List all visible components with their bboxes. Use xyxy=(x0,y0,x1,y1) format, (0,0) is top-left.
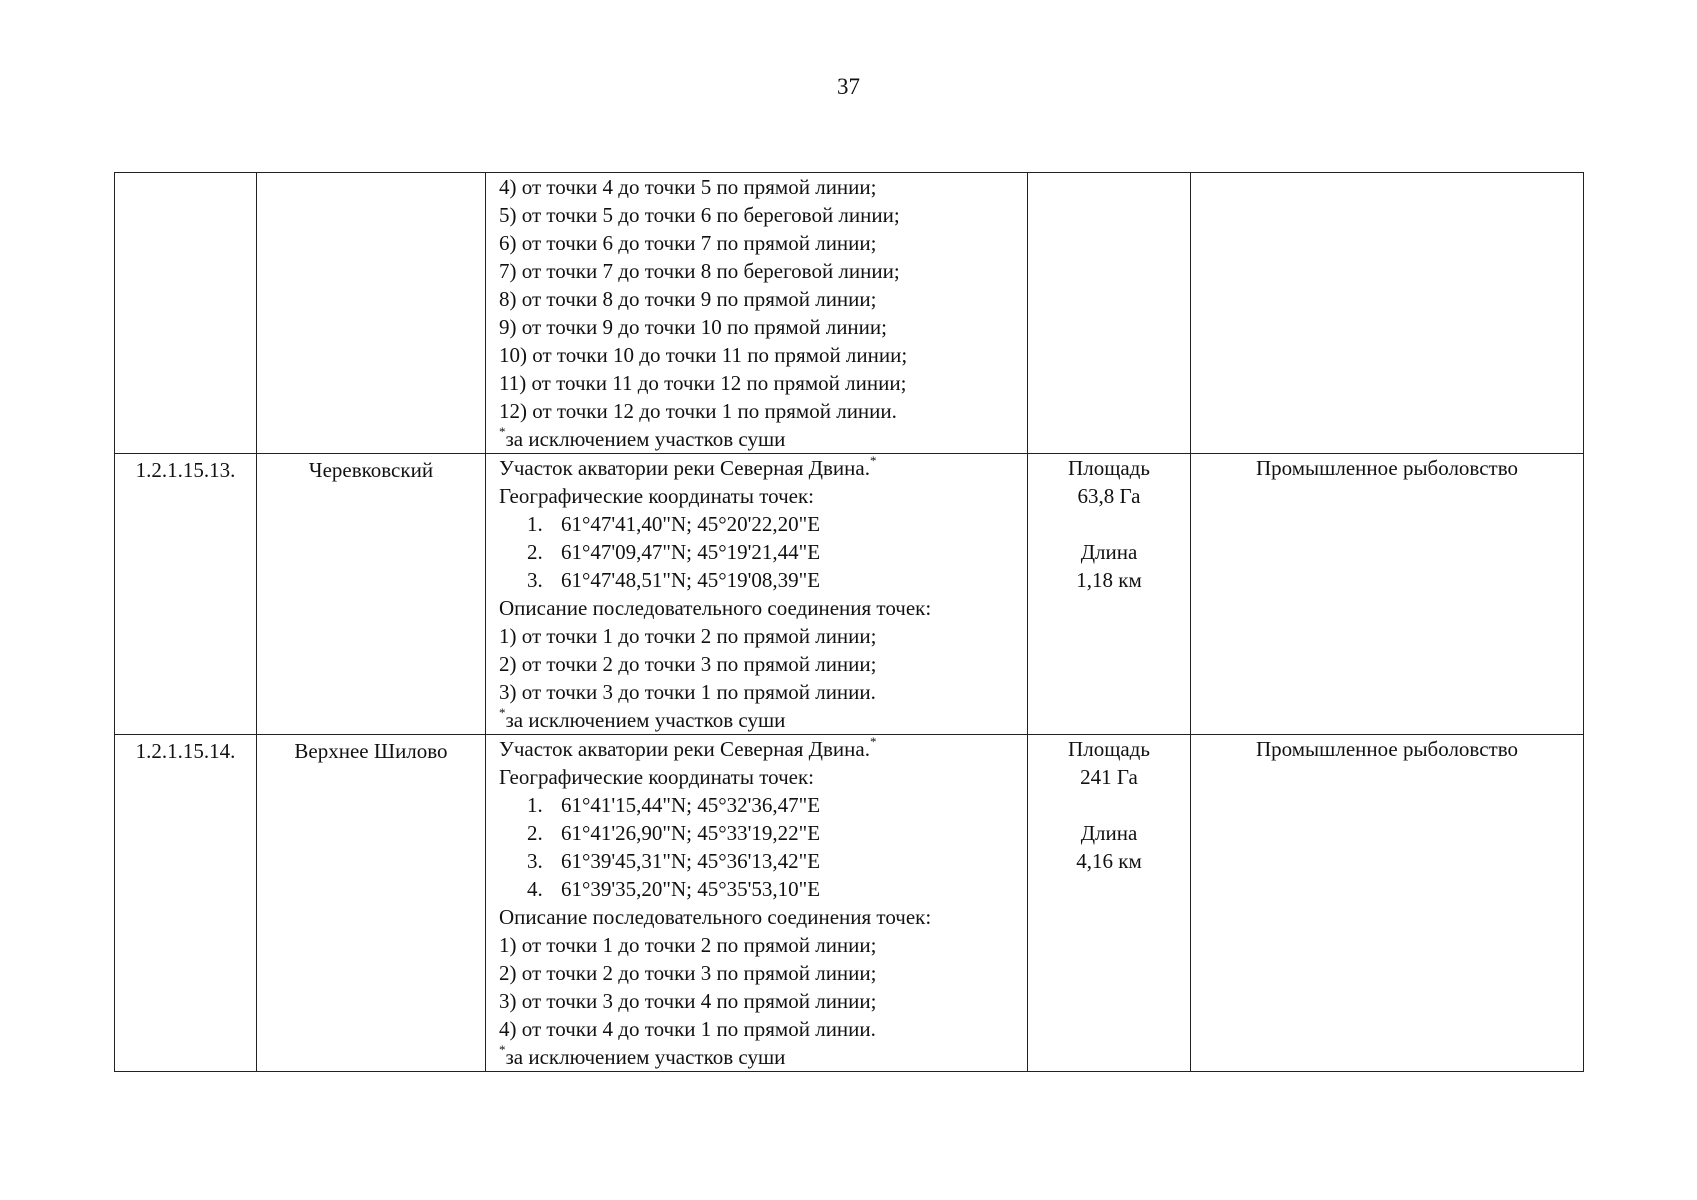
coords-heading: Географические координаты точек: xyxy=(499,484,814,508)
footnote-text: за исключением участков суши xyxy=(505,1045,786,1069)
code-cell: 1.2.1.15.13. xyxy=(115,454,257,735)
footnote-text: за исключением участков суши xyxy=(505,427,786,451)
measurements-cell xyxy=(1028,173,1191,454)
point-number: 3. xyxy=(527,568,543,592)
intro-text: Участок акватории реки Северная Двина. xyxy=(499,456,870,480)
area-value: 63,8 Га xyxy=(1077,484,1141,508)
connection-line: 4) от точки 4 до точки 5 по прямой линии; xyxy=(499,175,877,199)
footnote-line xyxy=(499,706,1019,734)
code-cell xyxy=(115,173,257,454)
usage-cell xyxy=(1191,173,1584,454)
length-value: 1,18 км xyxy=(1076,568,1142,592)
table-row-continued xyxy=(115,173,1584,454)
intro-line xyxy=(499,454,1019,482)
connection-line: 8) от точки 8 до точки 9 по прямой линии; xyxy=(499,287,877,311)
coordinate-point xyxy=(499,510,1019,538)
connection-line: 1) от точки 1 до точки 2 по прямой линии; xyxy=(499,933,877,957)
connection-line: 10) от точки 10 до точки 11 по прямой линии; xyxy=(499,343,908,367)
intro-text: Участок акватории реки Северная Двина. xyxy=(499,737,870,761)
coordinate-point xyxy=(499,791,1019,819)
area-label: Площадь xyxy=(1068,737,1150,761)
connection-line: 1) от точки 1 до точки 2 по прямой линии; xyxy=(499,624,877,648)
area-label: Площадь xyxy=(1068,456,1150,480)
coordinate-point xyxy=(499,819,1019,847)
coordinate-point xyxy=(499,875,1019,903)
point-coord: 61°39'35,20"N; 45°35'53,10"E xyxy=(561,877,821,901)
connection-line: 3) от точки 3 до точки 4 по прямой линии; xyxy=(499,989,877,1013)
name-cell: Верхнее Шилово xyxy=(257,735,486,1072)
coordinate-point xyxy=(499,538,1019,566)
footnote-mark: * xyxy=(499,705,506,720)
footnote-mark: * xyxy=(499,1042,506,1057)
coordinate-point xyxy=(499,566,1019,594)
connection-line: 11) от точки 11 до точки 12 по прямой линии; xyxy=(499,371,907,395)
point-number: 1. xyxy=(527,512,543,536)
footnote-text: за исключением участков суши xyxy=(505,708,786,732)
connection-line: 6) от точки 6 до точки 7 по прямой линии; xyxy=(499,231,877,255)
point-coord: 61°41'15,44"N; 45°32'36,47"E xyxy=(561,793,821,817)
point-coord: 61°47'48,51"N; 45°19'08,39"E xyxy=(561,568,821,592)
name-cell xyxy=(257,173,486,454)
point-number: 3. xyxy=(527,849,543,873)
point-coord: 61°47'41,40"N; 45°20'22,20"E xyxy=(561,512,821,536)
page-number: 37 xyxy=(837,74,860,99)
point-number: 2. xyxy=(527,821,543,845)
connection-line: 12) от точки 12 до точки 1 по прямой линии. xyxy=(499,399,897,423)
connection-line: 2) от точки 2 до точки 3 по прямой линии; xyxy=(499,652,877,676)
connection-line: 2) от точки 2 до точки 3 по прямой линии; xyxy=(499,961,877,985)
description-cell xyxy=(486,454,1028,735)
coords-heading: Географические координаты точек: xyxy=(499,765,814,789)
point-coord: 61°47'09,47"N; 45°19'21,44"E xyxy=(561,540,821,564)
footnote-mark: * xyxy=(869,734,877,749)
point-coord: 61°41'26,90"N; 45°33'19,22"E xyxy=(561,821,821,845)
area-value: 241 Га xyxy=(1080,765,1138,789)
point-number: 1. xyxy=(527,793,543,817)
usage-cell: Промышленное рыболовство xyxy=(1191,735,1584,1072)
connection-line: 4) от точки 4 до точки 1 по прямой линии. xyxy=(499,1017,876,1041)
connection-line: 5) от точки 5 до точки 6 по береговой линии; xyxy=(499,203,900,227)
name-cell: Черевковский xyxy=(257,454,486,735)
measurements-cell xyxy=(1028,735,1191,1072)
length-label: Длина xyxy=(1080,540,1138,564)
connection-heading: Описание последовательного соединения точек: xyxy=(499,905,932,929)
fishing-areas-table xyxy=(114,172,1584,1072)
point-number: 4. xyxy=(527,877,543,901)
footnote-mark: * xyxy=(869,453,877,468)
length-value: 4,16 км xyxy=(1076,849,1142,873)
point-coord: 61°39'45,31"N; 45°36'13,42"E xyxy=(561,849,821,873)
connection-heading: Описание последовательного соединения точек: xyxy=(499,596,932,620)
footnote-line xyxy=(499,1043,1019,1071)
table-row xyxy=(115,735,1584,1072)
table-row xyxy=(115,454,1584,735)
coordinate-point xyxy=(499,847,1019,875)
description-cell xyxy=(486,735,1028,1072)
connection-line: 3) от точки 3 до точки 1 по прямой линии. xyxy=(499,680,876,704)
intro-line xyxy=(499,735,1019,763)
point-number: 2. xyxy=(527,540,543,564)
connection-line: 9) от точки 9 до точки 10 по прямой линии; xyxy=(499,315,887,339)
footnote-line xyxy=(499,425,1019,453)
usage-cell: Промышленное рыболовство xyxy=(1191,454,1584,735)
measurements-cell xyxy=(1028,454,1191,735)
footnote-mark: * xyxy=(499,424,506,439)
connection-line: 7) от точки 7 до точки 8 по береговой линии; xyxy=(499,259,900,283)
description-cell xyxy=(486,173,1028,454)
length-label: Длина xyxy=(1080,821,1138,845)
code-cell: 1.2.1.15.14. xyxy=(115,735,257,1072)
